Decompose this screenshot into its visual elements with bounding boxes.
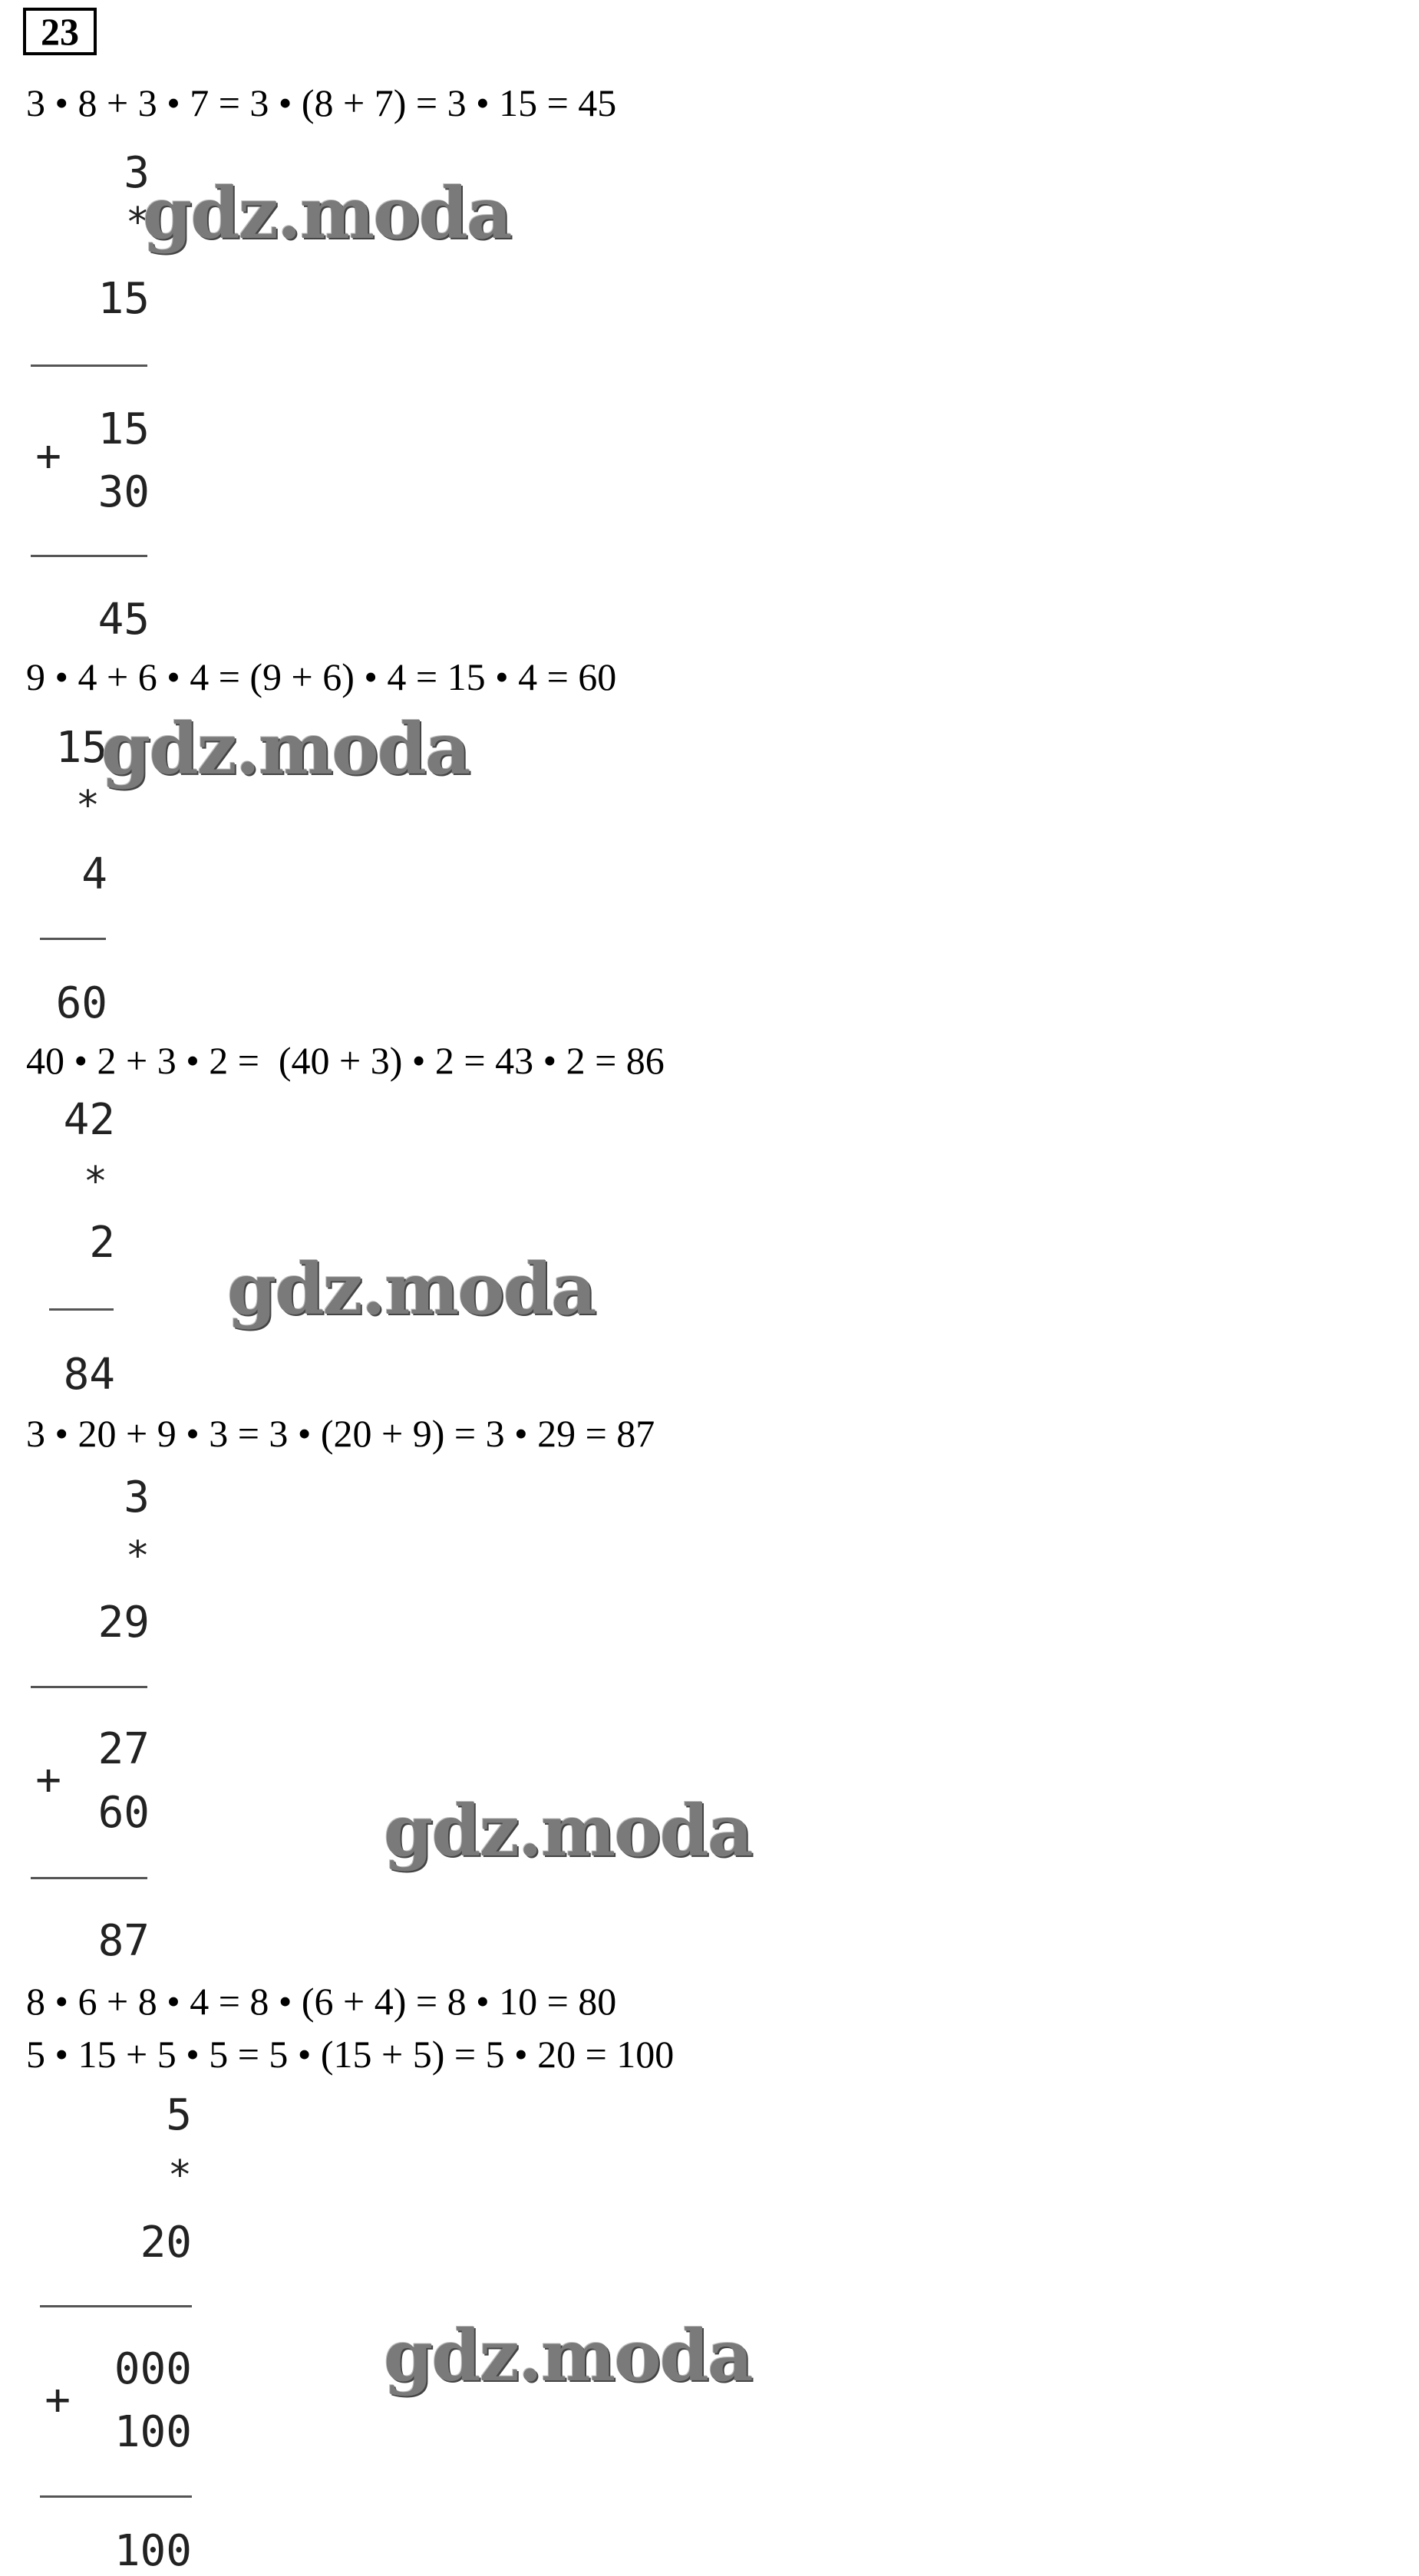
calc2-rule	[40, 938, 106, 940]
calc1-multiplier: 15	[97, 274, 150, 324]
calc4-multiplier: 29	[97, 1598, 150, 1648]
calc4-multiplicand: 3	[124, 1473, 150, 1522]
calc1-multiply-sign: *	[125, 200, 150, 246]
calc1-result: 45	[97, 595, 150, 645]
calc1-rule-2	[31, 555, 147, 557]
equation-3: 40 • 2 + 3 • 2 = (40 + 3) • 2 = 43 • 2 = 86	[26, 1039, 665, 1082]
calc5-partial-1: 000	[114, 2344, 192, 2394]
calc1-multiplicand: 3	[124, 148, 150, 198]
calc2-multiplicand: 15	[55, 723, 107, 773]
calc4-rule-2	[31, 1877, 147, 1879]
equation-4: 3 • 20 + 9 • 3 = 3 • (20 + 9) = 3 • 29 = 87	[26, 1412, 655, 1455]
calc5-multiplier: 20	[140, 2218, 192, 2268]
calc5-multiplicand: 5	[166, 2090, 192, 2140]
watermark-3: gdz.moda	[227, 1248, 596, 1331]
calc3-multiply-sign: *	[83, 1159, 107, 1205]
calc4-plus-sign: +	[35, 1755, 61, 1805]
calc3-multiplier: 2	[89, 1218, 115, 1268]
calc3-result: 84	[63, 1350, 115, 1400]
calc3-rule	[49, 1308, 114, 1311]
calc2-result: 60	[55, 978, 107, 1028]
watermark-2: gdz.moda	[101, 707, 470, 790]
calc4-result: 87	[97, 1916, 150, 1966]
calc5-rule-2	[40, 2495, 192, 2498]
calc1-plus-sign: +	[35, 431, 61, 481]
calc1-partial-2: 30	[97, 467, 150, 517]
calc5-result: 100	[114, 2526, 192, 2576]
equation-5: 8 • 6 + 8 • 4 = 8 • (6 + 4) = 8 • 10 = 80	[26, 1980, 617, 2023]
calc2-multiply-sign: *	[75, 783, 100, 829]
calc5-rule-1	[40, 2305, 192, 2307]
calc4-partial-1: 27	[97, 1724, 150, 1774]
calc2-multiplier: 4	[81, 849, 107, 899]
equation-1: 3 • 8 + 3 • 7 = 3 • (8 + 7) = 3 • 15 = 45	[26, 81, 617, 124]
calc1-partial-1: 15	[97, 404, 150, 454]
calc3-multiplicand: 42	[63, 1095, 115, 1145]
equation-6: 5 • 15 + 5 • 5 = 5 • (15 + 5) = 5 • 20 = 100	[26, 2033, 675, 2076]
watermark-4: gdz.moda	[384, 1789, 752, 1872]
calc5-partial-2: 100	[114, 2407, 192, 2457]
equation-2: 9 • 4 + 6 • 4 = (9 + 6) • 4 = 15 • 4 = 60	[26, 655, 617, 698]
calc1-rule-1	[31, 364, 147, 367]
calc5-plus-sign: +	[45, 2375, 71, 2425]
calc4-rule-1	[31, 1686, 147, 1688]
calc5-multiply-sign: *	[167, 2152, 192, 2198]
calc4-multiply-sign: *	[125, 1533, 150, 1579]
problem-number: 23	[23, 8, 97, 55]
watermark-5: gdz.moda	[384, 2314, 752, 2397]
calc4-partial-2: 60	[97, 1788, 150, 1838]
watermark-1: gdz.moda	[143, 172, 511, 255]
